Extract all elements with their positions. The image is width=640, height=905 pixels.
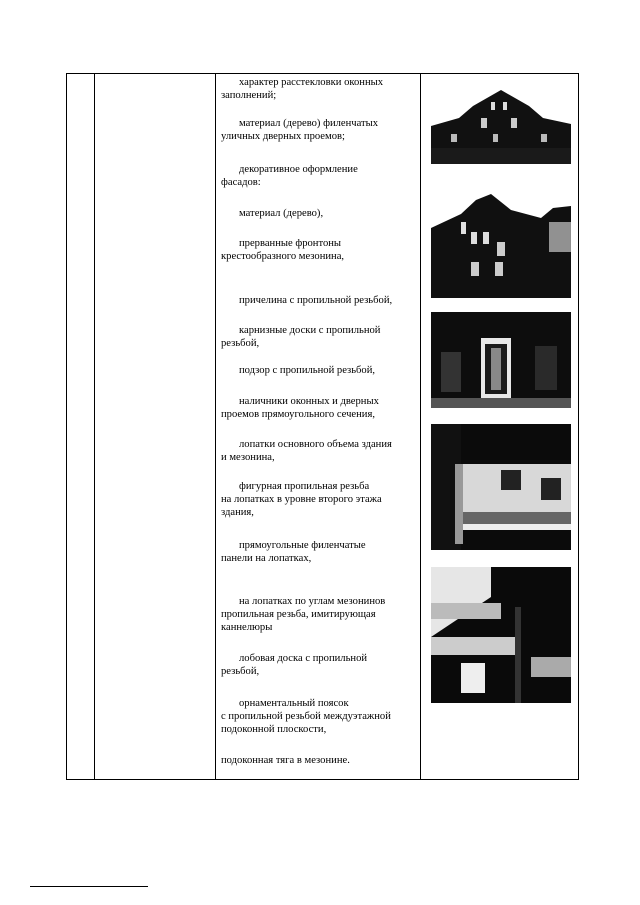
text-paragraph: наличники оконных и дверных проемов прямоугольного сечения, [221, 396, 379, 420]
text-paragraph: орнаментальный поясок с пропильной резьбой междуэтажной подоконной плоскости, [221, 698, 391, 735]
text-paragraph: лобовая доска с пропильной резьбой, [221, 653, 368, 677]
text-paragraph: характер расстекловки оконных заполнений; [221, 77, 384, 101]
house-photo-1 [431, 88, 571, 164]
text-paragraph: подоконная тяга в мезонине. [221, 755, 350, 766]
text-paragraph: материал (дерево), [239, 208, 324, 219]
text-paragraph: фигурная пропильная резьба на лопатках в уровне второго этажа здания, [221, 481, 382, 518]
column-divider-1 [94, 74, 95, 779]
text-paragraph: материал (дерево) филенчатых уличных дверных проемов; [221, 118, 379, 142]
text-paragraph: на лопатках по углам мезонинов пропильная резьба, имитирующая каннелюры [221, 596, 386, 633]
text-paragraph: прерванные фронтоны крестообразного мезонина, [221, 238, 345, 262]
text-paragraph: лопатки основного объема здания и мезонина, [221, 439, 392, 463]
text-paragraph: причелина с пропильной резьбой, [239, 295, 393, 306]
house-photo-4 [431, 424, 571, 550]
house-photo-3 [431, 312, 571, 408]
footnote-separator [30, 886, 148, 887]
text-paragraph: подзор с пропильной резьбой, [239, 365, 376, 376]
document-table [66, 73, 579, 780]
text-paragraph: декоративное оформление фасадов: [221, 164, 358, 188]
text-paragraph: прямоугольные филенчатые панели на лопатках, [221, 540, 366, 564]
description-column [216, 74, 419, 779]
column-divider-3 [420, 74, 421, 779]
text-paragraph: карнизные доски с пропильной резьбой, [221, 325, 381, 349]
house-photo-5 [431, 567, 571, 703]
house-photo-2 [431, 192, 571, 298]
